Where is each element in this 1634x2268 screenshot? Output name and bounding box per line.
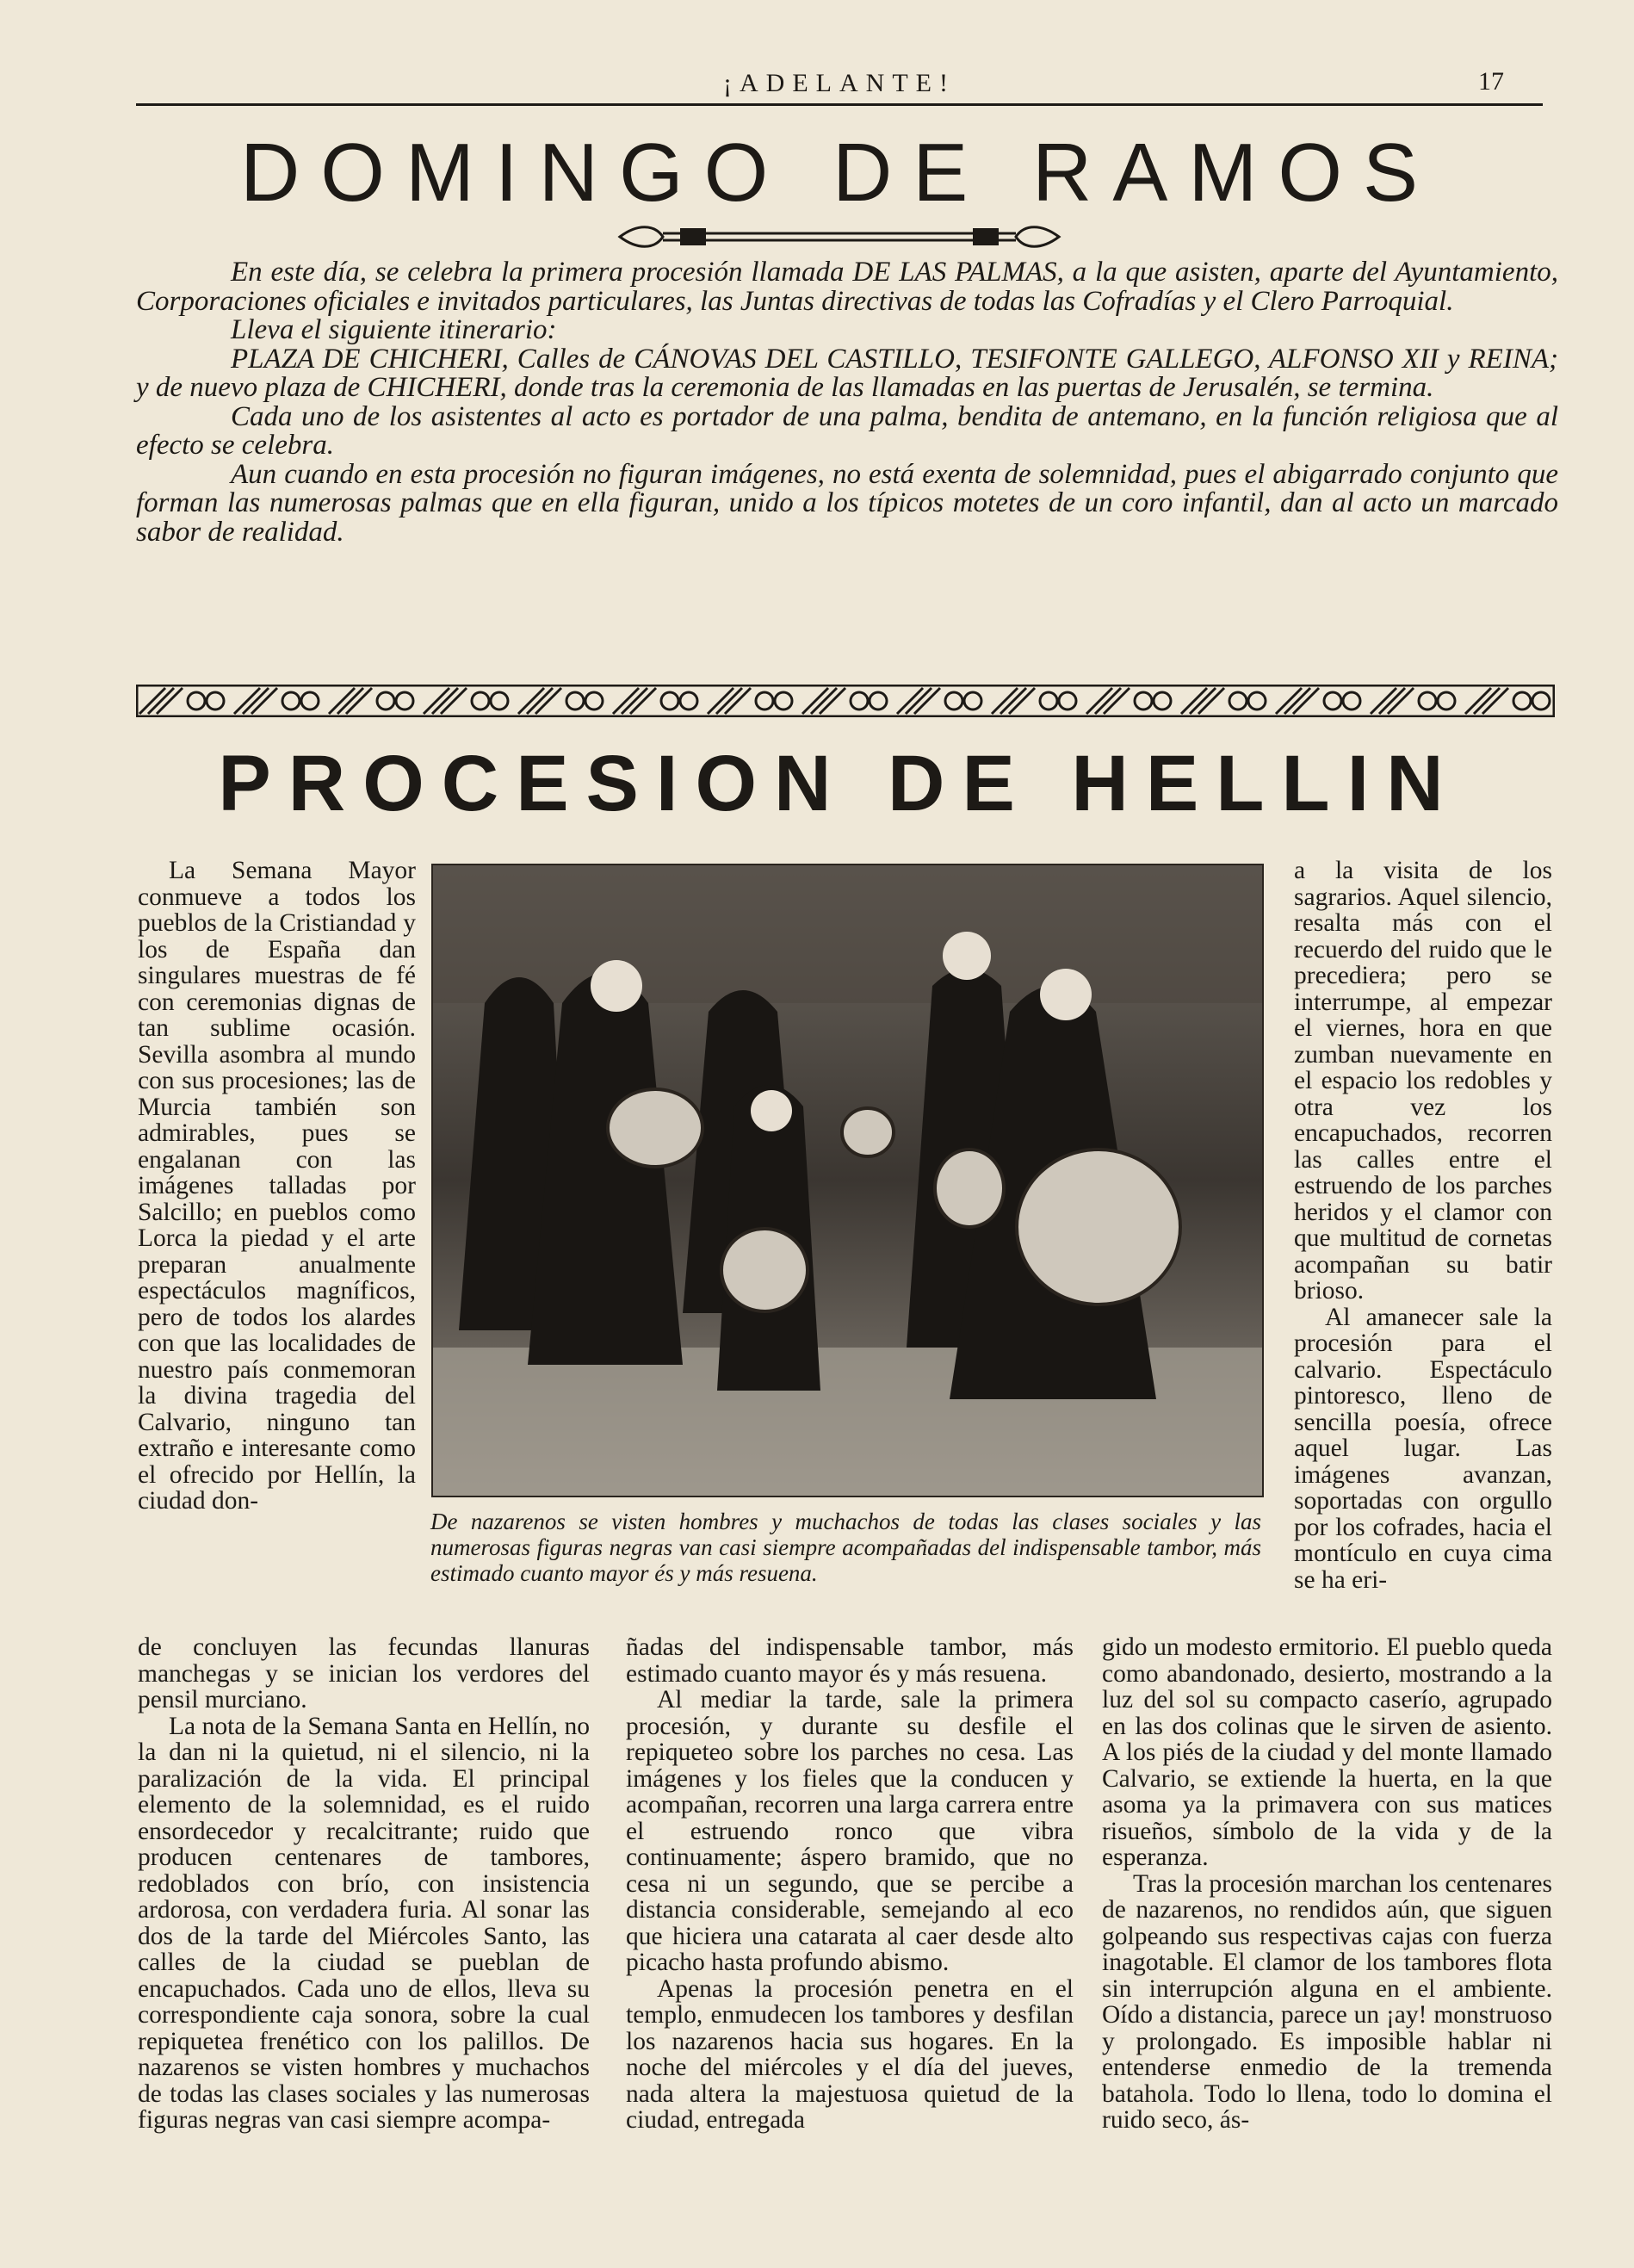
flourish-ornament <box>603 220 1076 254</box>
article-column-2 <box>626 1634 1074 2134</box>
paragraph: Tras la procesión marchan los centenares de nazarenos, no rendidos aún, que siguen golpeando sus respectivas cajas con fuerza inagotable. El clamor de los tambores flota sin interrupción alguna en el ambiente. Oído a distancia, parece un ¡ay! monstruoso y prolongado. Es imposible hablar ni entenderse enmedio de la tremenda batahola. Todo lo llena, todo lo domina el ruido seco, ás- <box>1102 1869 1552 2134</box>
paragraph: La Semana Mayor conmueve a todos los pueblos de la Cristiandad y los de España dan singulares muestras de fé con ceremonias dignas de tan sublime ocasión. Sevilla asombra al mundo con sus procesiones; las de Murcia también son admirables, pues se engalanan con las imágenes talladas por Salcillo; en pueblos como Lorca la piedad y el arte preparan anualmente espectáculos magníficos, pero de todos los alardes con que las localidades de nuestro país conmemoran la divina tragedia del Calvario, ninguno tan extraño e interesante como el ofrecido por Hellín, la ciudad don- <box>138 857 416 1515</box>
paragraph: Al mediar la tarde, sale la primera procesión, y durante su desfile el repiqueteo sobre los parches no cesa. Las imágenes y los fieles que la conducen y acompañan, recorren una larga carrera entre el estruendo ronco que vibra continuamente; áspero bramido, que no cesa ni un segundo, que se percibe a distancia considerable, semejando al eco que hiciera una catarata al caer desde alto picacho hasta profundo abismo. <box>626 1686 1074 1976</box>
paragraph: ñadas del indispensable tambor, más estimado cuanto mayor és y más resuena. <box>626 1633 1074 1688</box>
section-title-domingo-de-ramos: DOMINGO DE RAMOS <box>239 127 1439 219</box>
paragraph: En este día, se celebra la primera procesión llamada DE LAS PALMAS, a la que asisten, aparte del Ayuntamiento, Corporaciones oficiales e invitados particulares, las Juntas directivas de todas las Cofradías y el Clero Parroquial. <box>136 257 1558 317</box>
page-number: 17 <box>1478 67 1504 96</box>
photo-nazarene-drummers <box>431 864 1264 1497</box>
paragraph: Lleva el siguiente itinerario: <box>231 314 557 345</box>
article-column-left <box>138 858 416 1515</box>
paragraph: Cada uno de los asistentes al acto es portador de una palma, bendita de antemano, en la función religiosa que al efecto se celebra. <box>136 400 1558 461</box>
paragraph: Apenas la procesión penetra en el templo, enmudecen los tambores y desfilan los nazarenos hacia sus hogares. En la noche del miércoles y el día del jueves, nada altera la majestuosa quietud de la ciudad, entregada <box>626 1974 1074 2134</box>
paragraph: gido un modesto ermitorio. El pueblo queda como abandonado, desierto, mostrando a la luz del sol su compacto caserío, agrupado en las dos colinas que le sirven de asiento. A los piés de la ciudad y del monte llamado Calvario, se extiende la huerta, en la que asoma ya la primavera con sus matices risueños, símbolo de la vida y de la esperanza. <box>1102 1633 1552 1871</box>
paragraph: Aun cuando en esta procesión no figuran imágenes, no está exenta de solemnidad, pues el abigarrado conjunto que forman las numerosas palmas que en ella figuran, unido a los típicos motetes de un coro infantil, dan al acto un marcado sabor de realidad. <box>136 458 1558 548</box>
paragraph: La nota de la Semana Santa en Hellín, no la dan ni la quietud, ni el silencio, ni la paralización de la vida. El principal elemento de la solemnidad, es el ruido ensordecedor y recalcitrante; ruido que producen centenares de tambores, redoblados con brío, con insistencia ardorosa, con verdadera furia. Al sonar las dos de la tarde del Miércoles Santo, las calles de la ciudad se pueblan de encapuchados. Cada uno de ellos, lleva su correspondiente caja sonora, sobre la cual repiquetea frenético con los palillos. De nazarenos se visten hombres y muchachos de todas las clases sociales y las numerosas figuras negras van casi siempre acompa- <box>138 1712 590 2134</box>
section-title-procesion-de-hellin: PROCESION DE HELLIN <box>218 740 1461 827</box>
paragraph: de concluyen las fecundas llanuras manchegas y se inician los verdores del pensil murciano. <box>138 1633 590 1713</box>
ornamental-border <box>136 685 1555 717</box>
article-column-1 <box>138 1634 590 2134</box>
article-column-right <box>1294 858 1552 1593</box>
photo-caption: De nazarenos se visten hombres y muchachos de todas las clases sociales y las numerosas figuras negras van casi siempre acompañadas del indispensable tambor, más estimado cuanto mayor és y más resuena. <box>430 1509 1261 1586</box>
paragraph: a la visita de los sagrarios. Aquel silencio, resalta más con el recuerdo del ruido que le precediera; pero se interrumpe, al empezar el viernes, hora en que zumban nuevamente en el espacio los redobles y otra vez los encapuchados, recorren las calles entre el estruendo de los parches heridos y el clamor con que multitud de cornetas acompañan su batir brioso. <box>1294 857 1552 1304</box>
magazine-title: ¡ADELANTE! <box>723 69 956 97</box>
paragraph: PLAZA DE CHICHERI, Calles de CÁNOVAS DEL CASTILLO, TESIFONTE GALLEGO, ALFONSO XII y REINA; y de nuevo plaza de CHICHERI, donde tras la ceremonia de las llamadas en las puertas de Jerusalén, se termina. <box>136 343 1558 403</box>
article-column-3 <box>1102 1634 1552 2134</box>
running-header <box>136 69 1543 106</box>
intro-text <box>136 258 1558 547</box>
paragraph: Al amanecer sale la procesión para el calvario. Espectáculo pintoresco, lleno de sencilla poesía, ofrece aquel lugar. Las imágenes avanzan, soportadas con orgullo por los cofrades, hacia el montículo en cuya cima se ha eri- <box>1294 1303 1552 1594</box>
